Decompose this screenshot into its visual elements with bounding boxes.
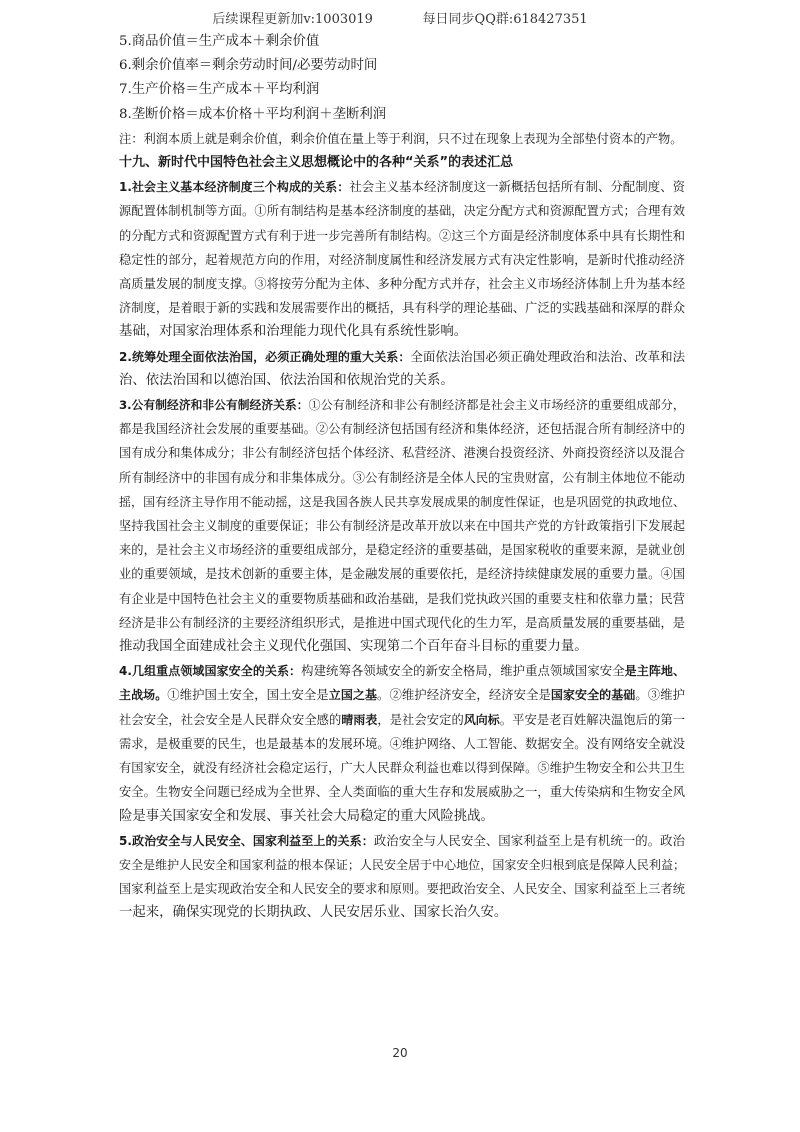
item-3-line-9: 有企业是中国特色社会主义的重要物质基础和政治基础，是我们党执政兴国的重要支柱和依靠力量；民营 (119, 591, 685, 606)
header-right: 每日同步QQ群:618427351 (422, 12, 588, 27)
item-3-line-10: 经济是非公有制经济的主要经济组织形式，是推进中国式现代化的生力军，是高质量发展的重要基础，是 (119, 615, 685, 630)
item-1-line-3: 的分配方式和资源配置方式有利于进一步完善所有制结构。②这三个方面是经济制度体系中具有长期性和 (119, 228, 685, 243)
item-5-line-2: 安全是维护人民安全和国家利益的根本保证；人民安全居于中心地位，国家安全归根到底是保障人民利益； (119, 857, 685, 872)
note: 注：利润本质上就是剩余价值，剩余价值在量上等于利润，只不过在现象上表现为全部垫付资本的产物。 (119, 131, 683, 146)
formula-5: 5.商品价值＝生产成本＋剩余价值 (119, 34, 320, 49)
item-3-line-11: 推动我国全面建成社会主义现代化强国、实现第二个百年奋斗目标的重要力量。 (119, 639, 588, 655)
item-3-line-2: 都是我国经济社会发展的重要基础。②公有制经济包括国有经济和集体经济，还包括混合所有制经济中的 (119, 422, 685, 437)
item-3-line-5: 摇，国有经济主导作用不能动摇，这是我国各族人民共享发展成果的制度性保证，也是巩固党的执政地位、 (119, 494, 685, 509)
item-2-title: 2.统筹处理全面依法治国，必须正确处理的重大关系： (119, 349, 411, 364)
formula-6: 6.剩余价值率＝剩余劳动时间/必要劳动时间 (119, 58, 378, 74)
item-5-line-3: 国家利益至上是实现政治安全和人民安全的要求和原则。要把政治安全、人民安全、国家利益至上三者统 (119, 882, 685, 897)
item-3-line-6: 坚持我国社会主义制度的重要保证；非公有制经济是改革开放以来在中国共产党的方针政策指引下发展起 (119, 519, 685, 534)
page-header (0, 8, 800, 27)
header-left: 后续课程更新加v:1003019 (212, 12, 373, 27)
document-body (119, 30, 685, 926)
item-4-line-7: 险是事关国家安全和发展、事关社会大局稳定的重大风险挑战。 (119, 808, 494, 824)
item-1-line-1: 1.社会主义基本经济制度三个构成的关系：社会主义基本经济制度这一新概括包括所有制、分配制度、资 (119, 180, 685, 195)
item-1-title: 1.社会主义基本经济制度三个构成的关系： (119, 180, 350, 195)
item-3-line-7: 来的，是社会主义市场经济的重要组成部分，是稳定经济的重要基础，是国家税收的重要来源，是就业创 (119, 543, 685, 558)
item-1-line-6: 济制度，是着眼于新的实践和发展需要作出的概括，具有科学的理论基础、广泛的实践基础和深厚的群众 (119, 301, 685, 316)
item-1-line-4: 稳定性的部分，起着规范方向的作用，对经济制度属性和经济发展方式有决定性影响，是新时代推动经济 (119, 252, 685, 267)
item-3-line-3: 国有成分和集体成分；非公有制经济包括个体经济、私营经济、港澳台投资经济、外商投资经济以及混合 (119, 446, 685, 461)
item-3-line-1: 3.公有制经济和非公有制经济关系：①公有制经济和非公有制经济都是社会主义市场经济的重要组成部分， (119, 398, 685, 413)
formula-7: 7.生产价格＝生产成本＋平均利润 (119, 82, 320, 98)
item-1-line-5: 高质量发展的制度支撑。③将按劳分配为主体、多种分配方式并存，社会主义市场经济体制上升为基本经 (119, 277, 685, 292)
item-4-line-2: 主战场。①维护国土安全，国土安全是立国之基。②维护经济安全，经济安全是国家安全的基础。③维护 (119, 688, 685, 703)
item-4-line-1: 4.几组重点领域国家安全的关系：构建统筹各领域安全的新安全格局，维护重点领域国家安全是主阵地、 (119, 663, 686, 679)
item-5-title: 5.政治安全与人民安全、国家利益至上的关系： (119, 833, 374, 848)
item-2-line-1: 2.统筹处理全面依法治国，必须正确处理的重大关系：全面依法治国必须正确处理政治和法治、改革和法 (119, 348, 685, 364)
item-3-line-8: 业的重要领域，是技术创新的重要主体，是金融发展的重要依托，是经济持续健康发展的重要力量。④国 (119, 567, 685, 582)
item-1-line-7: 基础，对国家治理体系和治理能力现代化具有系统性影响。 (119, 324, 468, 340)
page-number: 20 (392, 1046, 408, 1060)
item-4-title: 4.几组重点领域国家安全的关系： (119, 664, 302, 679)
section-title: 十九、新时代中国特色社会主义思想概论中的各种“关系”的表述汇总 (119, 155, 514, 171)
item-4-line-4: 需求，是极重要的民生，也是最基本的发展环境。④维护网络、人工智能、数据安全。没有网络安全就没 (119, 736, 685, 751)
item-2-line-2: 治、依法治国和以德治国、依法治国和依规治党的关系。 (119, 372, 454, 388)
item-3-title: 3.公有制经济和非公有制经济关系： (119, 398, 309, 413)
item-1-line-2: 源配置体制机制等方面。①所有制结构是基本经济制度的基础，决定分配方式和资源配置方式；合理有效 (119, 204, 685, 219)
item-4-line-6: 安全。生物安全问题已经成为全世界、全人类面临的重大生存和发展威胁之一，重大传染病和生物安全风 (119, 785, 685, 800)
item-5-line-1: 5.政治安全与人民安全、国家利益至上的关系：政治安全与人民安全、国家利益至上是有机统一的。政治 (119, 832, 685, 848)
item-4-line-5: 有国家安全，就没有经济社会稳定运行，广大人民群众利益也难以得到保障。⑤维护生物安全和公共卫生 (119, 761, 685, 776)
item-4-line-3: 社会安全，社会安全是人民群众安全感的晴雨表，是社会安定的风向标。平安是老百姓解决温饱后的第一 (119, 712, 686, 727)
formula-8: 8.垄断价格＝成本价格＋平均利润＋垄断利润 (119, 106, 387, 122)
item-5-line-4: 一起来，确保实现党的长期执政、人民安居乐业、国家长治久安。 (119, 905, 508, 921)
item-3-line-4: 所有制经济中的非国有成分和非集体成分。③公有制经济是全体人民的宝贵财富，公有制主体地位不能动 (119, 470, 685, 485)
